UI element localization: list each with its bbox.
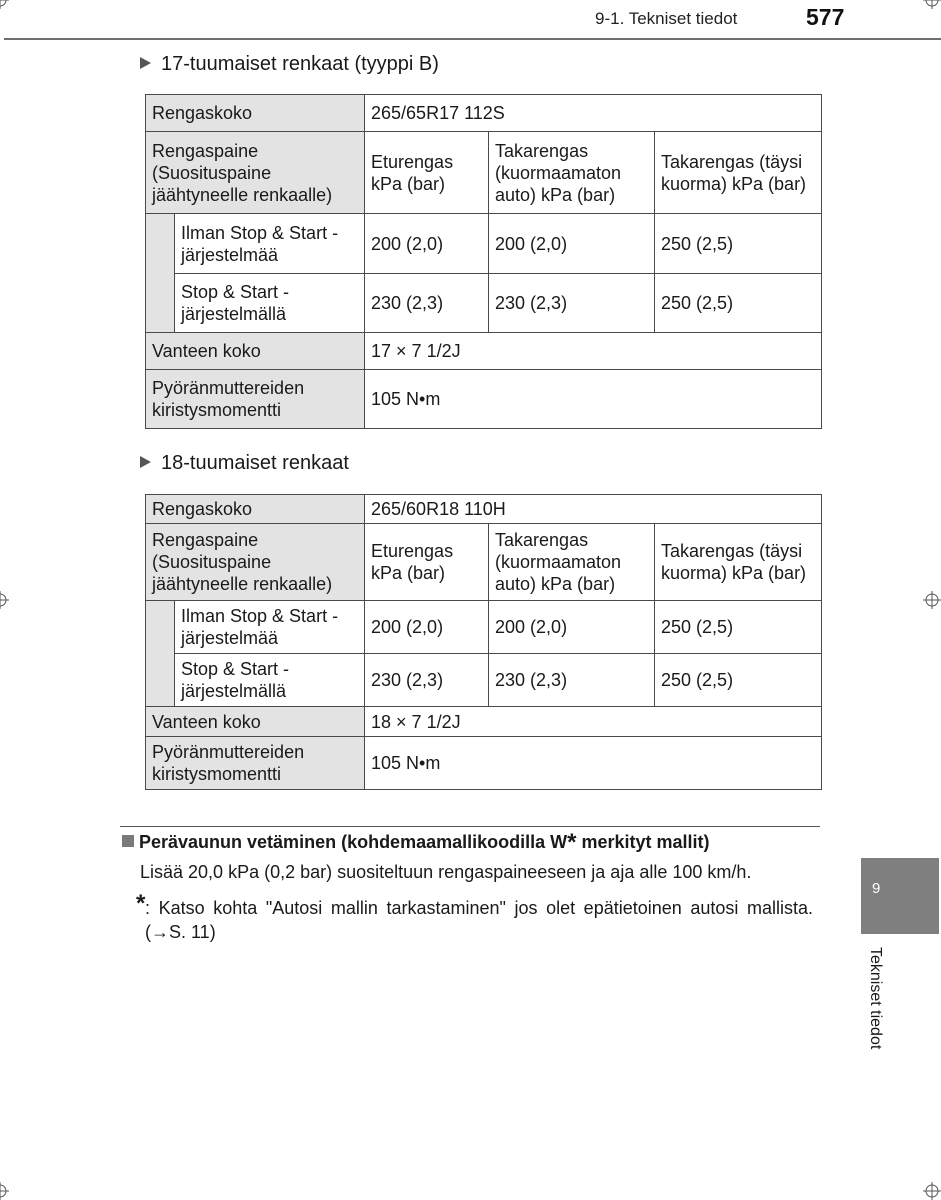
- table-row: [146, 274, 822, 333]
- col-rear-unloaded-header: Takarengas (kuormaamaton auto) kPa (bar): [489, 132, 655, 214]
- pressure-label: Rengaspaine (Suosituspaine jäähtyneelle renkaalle): [146, 524, 365, 601]
- torque-label: Pyöränmuttereiden kiristysmomentti: [146, 370, 365, 429]
- col-rear-full-header: Takarengas (täysi kuorma) kPa (bar): [655, 132, 822, 214]
- row-label: Stop & Start -järjestelmällä: [175, 274, 365, 333]
- chapter-number: 9: [872, 880, 881, 897]
- note-asterisk: *: [136, 890, 146, 917]
- header-section-title: 9-1. Tekniset tiedot: [595, 9, 738, 28]
- front-value: 200 (2,0): [365, 214, 489, 274]
- section-heading-17: [140, 53, 439, 76]
- rear-full-value: 250 (2,5): [655, 601, 822, 654]
- front-value: 200 (2,0): [365, 601, 489, 654]
- section-heading-18: [140, 452, 349, 475]
- rear-unloaded-value: 200 (2,0): [489, 601, 655, 654]
- table-row: [146, 737, 822, 790]
- rim-label: Vanteen koko: [146, 333, 365, 370]
- towing-divider: [120, 826, 820, 827]
- col-rear-unloaded-header: Takarengas (kuormaamaton auto) kPa (bar): [489, 524, 655, 601]
- table-row: [146, 333, 822, 370]
- table-row: [146, 654, 822, 707]
- rim-value: 18 × 7 1/2J: [365, 707, 822, 737]
- tire-size-value: 265/65R17 112S: [365, 95, 822, 132]
- table-row: [146, 95, 822, 132]
- crop-mark-icon: [923, 591, 941, 609]
- rim-value: 17 × 7 1/2J: [365, 333, 822, 370]
- triangle-bullet-icon: [140, 456, 151, 468]
- towing-text: Lisää 20,0 kPa (0,2 bar) suositeltuun rengaspaineeseen ja aja alle 100 km/h.: [140, 862, 752, 882]
- rear-unloaded-value: 230 (2,3): [489, 274, 655, 333]
- crop-mark-icon: [0, 1182, 9, 1200]
- towing-title: [122, 829, 710, 856]
- row-label: Ilman Stop & Start -järjestelmää: [175, 214, 365, 274]
- crop-mark-icon: [923, 0, 941, 9]
- pressure-label: Rengaspaine (Suosituspaine jäähtyneelle renkaalle): [146, 132, 365, 214]
- towing-title-text: Perävaunun vetäminen (kohdemaamallikoodilla W: [139, 832, 568, 852]
- tire-size-value: 265/60R18 110H: [365, 495, 822, 524]
- torque-value: 105 N•m: [365, 737, 822, 790]
- col-rear-full-header: Takarengas (täysi kuorma) kPa (bar): [655, 524, 822, 601]
- tire-size-label: Rengaskoko: [146, 495, 365, 524]
- crop-mark-icon: [0, 591, 9, 609]
- rear-unloaded-value: 230 (2,3): [489, 654, 655, 707]
- front-value: 230 (2,3): [365, 274, 489, 333]
- table-row: [146, 370, 822, 429]
- section-heading-text: 17-tuumaiset renkaat (tyyppi B): [161, 53, 439, 75]
- table-row: [146, 707, 822, 737]
- header-divider: [4, 38, 941, 40]
- rear-full-value: 250 (2,5): [655, 214, 822, 274]
- footnote: : Katso kohta "Autosi mallin tarkastaminen" jos olet epätietoinen autosi mallista. (→S. 11): [145, 898, 813, 942]
- table-row: [146, 495, 822, 524]
- indent-cell: [146, 214, 175, 333]
- torque-label: Pyöränmuttereiden kiristysmomentti: [146, 737, 365, 790]
- page-number: 577: [806, 4, 845, 30]
- asterisk-mark: *: [567, 829, 577, 856]
- row-label: Ilman Stop & Start -järjestelmää: [175, 601, 365, 654]
- row-label: Stop & Start -järjestelmällä: [175, 654, 365, 707]
- crop-mark-icon: [923, 1182, 941, 1200]
- rear-full-value: 250 (2,5): [655, 274, 822, 333]
- col-front-header: Eturengas kPa (bar): [365, 132, 489, 214]
- col-front-header: Eturengas kPa (bar): [365, 524, 489, 601]
- square-bullet-icon: [122, 835, 134, 847]
- rear-unloaded-value: 200 (2,0): [489, 214, 655, 274]
- indent-cell: [146, 601, 175, 707]
- towing-title-text-end: merkityt mallit): [576, 832, 710, 852]
- tire-size-label: Rengaskoko: [146, 95, 365, 132]
- front-value: 230 (2,3): [365, 654, 489, 707]
- tire-spec-table-18: [145, 494, 822, 790]
- table-row: [146, 132, 822, 214]
- table-row: [146, 214, 822, 274]
- table-row: [146, 601, 822, 654]
- torque-value: 105 N•m: [365, 370, 822, 429]
- rim-label: Vanteen koko: [146, 707, 365, 737]
- rear-full-value: 250 (2,5): [655, 654, 822, 707]
- triangle-bullet-icon: [140, 57, 151, 69]
- crop-mark-icon: [0, 0, 9, 9]
- section-heading-text: 18-tuumaiset renkaat: [161, 452, 349, 474]
- tire-spec-table-17: [145, 94, 822, 429]
- chapter-label: Tekniset tiedot: [867, 947, 884, 1050]
- table-row: [146, 524, 822, 601]
